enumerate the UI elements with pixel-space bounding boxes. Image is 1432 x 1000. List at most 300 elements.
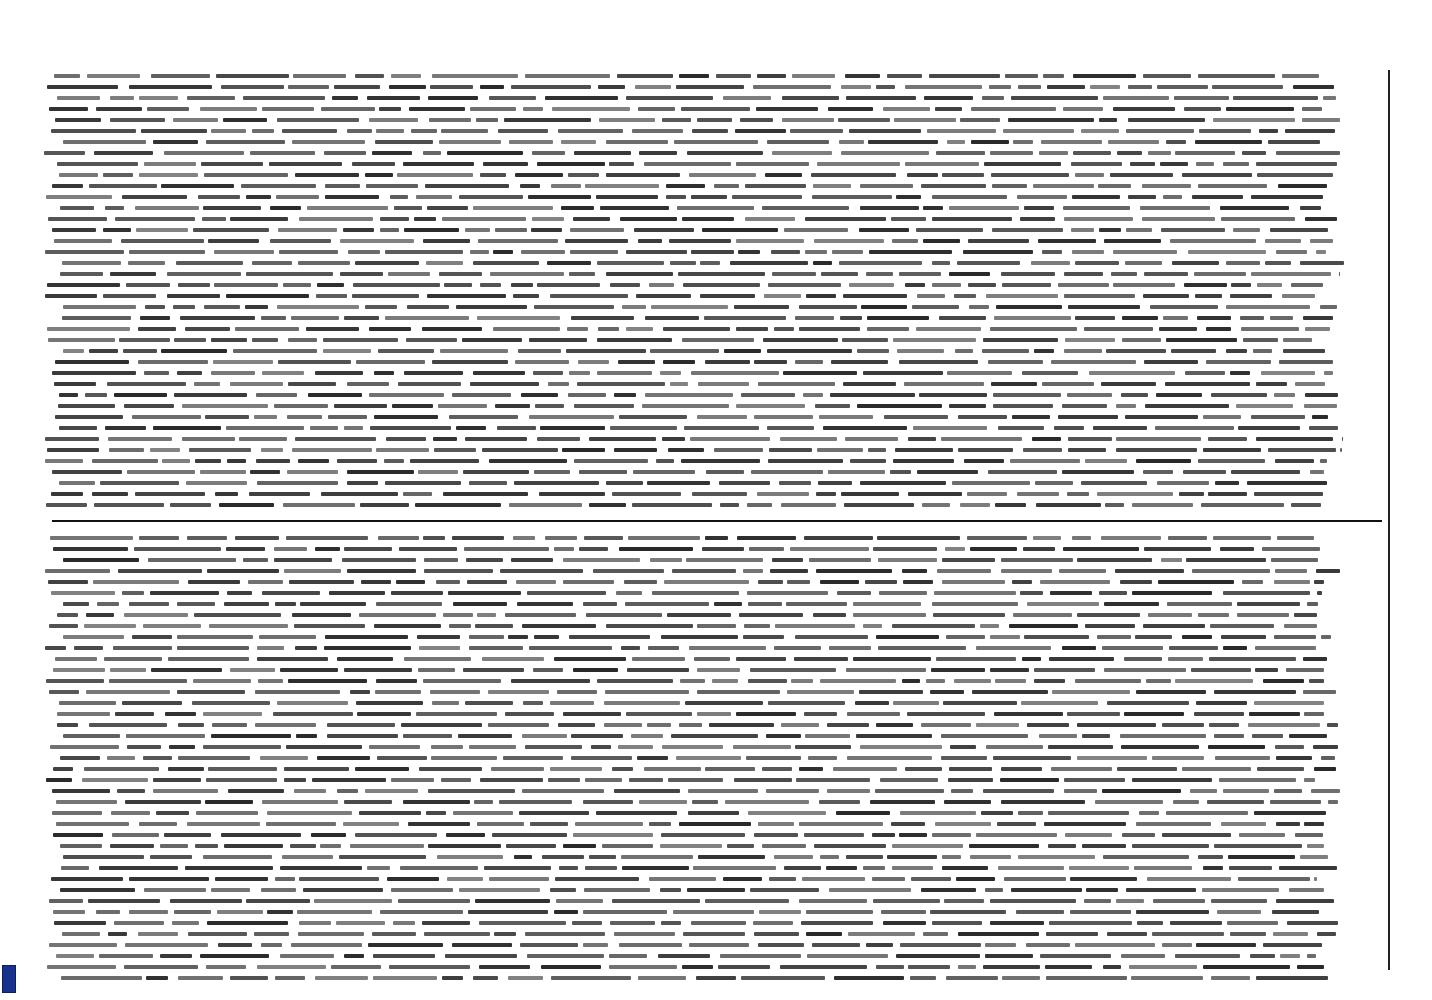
text-line-fragment [453, 811, 513, 815]
text-line-fragment [256, 459, 290, 463]
text-line-fragment [660, 888, 681, 892]
text-line-fragment [444, 283, 473, 287]
text-line-fragment [534, 635, 559, 639]
text-line-fragment [758, 382, 835, 386]
text-line-fragment [1279, 360, 1333, 364]
text-line-fragment [571, 316, 635, 320]
text-line-fragment [1184, 283, 1226, 287]
text-line-fragment [170, 503, 211, 507]
text-line-fragment [834, 976, 904, 980]
text-line-fragment [283, 503, 355, 507]
text-line-fragment [1168, 657, 1203, 661]
text-line-fragment [504, 118, 590, 122]
text-line-fragment [1067, 712, 1120, 716]
text-line-fragment [660, 371, 681, 375]
text-line-fragment [921, 184, 986, 188]
text-line-fragment [733, 745, 791, 749]
text-line-fragment [1157, 481, 1209, 485]
text-line-fragment [1024, 635, 1089, 639]
text-line-fragment [687, 888, 746, 892]
text-line-fragment [1293, 85, 1335, 89]
text-line-fragment [298, 261, 350, 265]
text-line-fragment [209, 624, 288, 628]
text-line-fragment [832, 250, 862, 254]
text-line-fragment [294, 789, 326, 793]
text-line-fragment [782, 118, 834, 122]
text-line-fragment [204, 173, 288, 177]
text-line-fragment [280, 668, 338, 672]
text-line-fragment [565, 239, 628, 243]
text-line-fragment [530, 822, 569, 826]
text-line-fragment [441, 129, 488, 133]
text-line-fragment [604, 701, 680, 705]
text-line-fragment [1016, 910, 1064, 914]
text-line-fragment [942, 866, 987, 870]
text-line-fragment [1160, 162, 1187, 166]
text-line-fragment [1104, 239, 1161, 243]
text-line-fragment [403, 162, 474, 166]
text-line-fragment [1274, 393, 1295, 397]
text-line-fragment [1075, 679, 1141, 683]
text-line-fragment [53, 833, 103, 837]
text-line-fragment [1085, 624, 1135, 628]
text-line-fragment [1229, 866, 1272, 870]
text-line-fragment [172, 921, 199, 925]
text-line-fragment [839, 140, 864, 144]
text-line-fragment [503, 756, 563, 760]
text-line-fragment [85, 393, 107, 397]
text-line-fragment [949, 272, 990, 276]
text-line-fragment [1226, 305, 1310, 309]
text-line-fragment [872, 877, 906, 881]
text-line-fragment [1136, 690, 1206, 694]
text-line-fragment [428, 789, 515, 793]
text-line-fragment [1220, 547, 1253, 551]
text-line-fragment [899, 833, 928, 837]
text-line-fragment [1115, 569, 1184, 573]
text-line-fragment [1048, 844, 1076, 848]
text-line-fragment [288, 338, 317, 342]
text-line-fragment [774, 646, 822, 650]
text-line-fragment [1146, 679, 1171, 683]
text-line-fragment [684, 426, 759, 430]
text-line-fragment [505, 712, 554, 716]
text-line-fragment [262, 107, 314, 111]
text-line-fragment [775, 624, 855, 628]
text-line-fragment [203, 206, 261, 210]
text-line-fragment [860, 206, 919, 210]
text-line-fragment [375, 690, 421, 694]
text-line-fragment [954, 294, 975, 298]
text-line-fragment [1072, 536, 1091, 540]
text-line-fragment [917, 470, 978, 474]
text-line-fragment [254, 932, 289, 936]
text-line-fragment [1084, 899, 1111, 903]
text-line-fragment [463, 470, 529, 474]
text-line-fragment [267, 811, 352, 815]
text-line-fragment [621, 855, 693, 859]
text-line-fragment [626, 327, 653, 331]
text-line-fragment [1104, 668, 1186, 672]
text-line-fragment [718, 965, 770, 969]
text-line-fragment [1305, 327, 1330, 331]
text-line-fragment [121, 239, 204, 243]
text-line-fragment [639, 800, 687, 804]
text-line-fragment [1233, 96, 1318, 100]
text-line-fragment [1116, 448, 1197, 452]
text-line-fragment [618, 745, 653, 749]
text-line-fragment [292, 613, 351, 617]
text-line-fragment [570, 250, 617, 254]
text-line-fragment [480, 778, 543, 782]
text-line-fragment [1095, 800, 1163, 804]
text-line-fragment [53, 668, 105, 672]
text-line-fragment [200, 470, 245, 474]
text-line-fragment [700, 294, 755, 298]
text-line-fragment [215, 492, 237, 496]
text-line-fragment [693, 866, 775, 870]
text-line-fragment [1082, 844, 1126, 848]
text-line-fragment [875, 789, 945, 793]
text-line-fragment [422, 921, 470, 925]
text-line-fragment [1090, 85, 1120, 89]
text-line-fragment [49, 624, 78, 628]
text-line-fragment [255, 723, 317, 727]
text-line-fragment [1230, 932, 1267, 936]
text-line-fragment [841, 85, 871, 89]
text-line-fragment [758, 943, 803, 947]
text-line-fragment [497, 426, 536, 430]
text-line-fragment [686, 558, 763, 562]
text-line-fragment [529, 338, 587, 342]
text-line-fragment [792, 74, 835, 78]
text-line-fragment [539, 492, 605, 496]
text-line-fragment [1316, 250, 1326, 254]
text-line-fragment [904, 382, 984, 386]
text-line-fragment [614, 932, 675, 936]
text-line-fragment [1082, 734, 1110, 738]
text-line-fragment [262, 800, 337, 804]
text-line-fragment [1041, 140, 1102, 144]
text-line-fragment [990, 151, 1033, 155]
text-line-fragment [170, 899, 242, 903]
text-line-fragment [60, 844, 103, 848]
text-line-fragment [610, 921, 654, 925]
text-line-fragment [896, 954, 980, 958]
text-line-fragment [535, 404, 564, 408]
text-line-fragment [1230, 371, 1250, 375]
text-line-fragment [840, 316, 862, 320]
text-line-fragment [243, 558, 268, 562]
text-line-fragment [208, 767, 277, 771]
text-line-fragment [533, 371, 563, 375]
text-line-fragment [1033, 184, 1094, 188]
text-line-fragment [182, 404, 268, 408]
text-line-fragment [1105, 503, 1124, 507]
text-line-fragment [1136, 459, 1191, 463]
text-line-fragment [861, 305, 907, 309]
text-line-fragment [403, 492, 432, 496]
text-line-fragment [664, 580, 748, 584]
text-line-fragment [1031, 261, 1071, 265]
text-line-fragment [147, 107, 189, 111]
text-line-fragment [1307, 844, 1324, 848]
text-line-fragment [173, 305, 195, 309]
text-line-fragment [291, 316, 339, 320]
text-line-fragment [129, 85, 212, 89]
text-line-fragment [87, 74, 140, 78]
text-line-fragment [916, 327, 981, 331]
text-line-fragment [60, 206, 94, 210]
text-line-fragment [619, 547, 693, 551]
text-line-fragment [490, 272, 564, 276]
text-line-fragment [527, 954, 604, 958]
text-line-fragment [765, 173, 802, 177]
text-line-fragment [344, 800, 393, 804]
text-line-fragment [845, 74, 880, 78]
text-line-fragment [380, 228, 399, 232]
text-line-fragment [477, 316, 560, 320]
text-line-fragment [583, 602, 616, 606]
text-line-fragment [387, 877, 439, 881]
text-line-fragment [936, 657, 1016, 661]
text-line-fragment [63, 635, 123, 639]
text-line-fragment [799, 822, 883, 826]
text-line-fragment [1254, 492, 1323, 496]
text-line-fragment [118, 569, 202, 573]
text-line-fragment [493, 250, 513, 254]
text-line-fragment [662, 437, 685, 441]
text-line-fragment [1213, 118, 1295, 122]
text-line-fragment [649, 877, 716, 881]
text-line-fragment [988, 470, 1057, 474]
text-line-fragment [670, 261, 696, 265]
text-line-fragment [534, 470, 570, 474]
text-line-fragment [586, 613, 662, 617]
text-line-fragment [1116, 404, 1136, 408]
text-line-fragment [1002, 283, 1051, 287]
text-line-fragment [509, 503, 582, 507]
text-line-fragment [1198, 459, 1265, 463]
text-line-fragment [500, 569, 583, 573]
text-line-fragment [398, 899, 470, 903]
text-line-fragment [1215, 481, 1239, 485]
text-line-fragment [1022, 371, 1079, 375]
text-line-fragment [860, 184, 913, 188]
text-line-fragment [702, 547, 745, 551]
text-line-fragment [784, 228, 847, 232]
text-line-fragment [574, 404, 634, 408]
text-line-fragment [411, 129, 437, 133]
text-line-fragment [833, 767, 897, 771]
text-line-fragment [856, 734, 932, 738]
text-line-fragment [129, 877, 209, 881]
text-line-fragment [347, 481, 377, 485]
text-line-fragment [1210, 624, 1274, 628]
text-line-fragment [107, 382, 186, 386]
text-line-fragment [473, 261, 539, 265]
text-line-fragment [449, 624, 471, 628]
text-line-fragment [300, 602, 365, 606]
text-line-fragment [644, 162, 731, 166]
text-line-fragment [1068, 305, 1140, 309]
text-line-fragment [177, 690, 246, 694]
text-line-fragment [1120, 580, 1153, 584]
text-line-fragment [1070, 910, 1130, 914]
text-line-fragment [479, 921, 567, 925]
text-line-fragment [846, 668, 926, 672]
text-line-fragment [571, 756, 633, 760]
text-line-fragment [910, 976, 936, 980]
text-line-fragment [1272, 910, 1319, 914]
text-line-fragment [848, 932, 915, 936]
text-line-fragment [993, 756, 1070, 760]
text-line-fragment [113, 646, 172, 650]
text-line-fragment [663, 360, 695, 364]
text-line-fragment [883, 921, 926, 925]
text-line-fragment [367, 96, 420, 100]
text-line-fragment [805, 217, 887, 221]
text-line-fragment [704, 316, 786, 320]
text-line-fragment [865, 580, 897, 584]
text-line-fragment [1309, 426, 1339, 430]
text-line-fragment [720, 503, 740, 507]
text-line-fragment [1305, 393, 1338, 397]
text-line-fragment [284, 569, 341, 573]
text-line-fragment [1316, 569, 1340, 573]
text-line-fragment [534, 305, 613, 309]
text-line-fragment [45, 646, 66, 650]
text-line-fragment [783, 371, 857, 375]
text-line-fragment [845, 437, 898, 441]
text-line-fragment [129, 910, 168, 914]
text-line-fragment [373, 954, 435, 958]
text-line-fragment [283, 283, 311, 287]
text-line-fragment [944, 899, 984, 903]
text-line-fragment [1034, 349, 1054, 353]
text-line-fragment [1042, 250, 1062, 254]
text-line-fragment [923, 239, 960, 243]
text-line-fragment [214, 250, 274, 254]
text-line-fragment [598, 327, 619, 331]
text-line-fragment [1262, 547, 1319, 551]
text-line-fragment [207, 569, 278, 573]
text-line-fragment [252, 129, 274, 133]
text-line-fragment [355, 261, 420, 265]
text-line-fragment [859, 690, 923, 694]
text-line-fragment [230, 976, 268, 980]
text-line-fragment [846, 96, 917, 100]
text-line-fragment [680, 679, 705, 683]
text-line-fragment [609, 162, 634, 166]
text-line-fragment [150, 591, 219, 595]
text-line-fragment [59, 701, 116, 705]
text-line-fragment [970, 547, 1017, 551]
text-line-fragment [749, 547, 784, 551]
text-line-fragment [577, 382, 665, 386]
text-line-fragment [1170, 239, 1256, 243]
text-line-fragment [308, 393, 363, 397]
text-line-fragment [55, 415, 123, 419]
text-line-fragment [235, 327, 299, 331]
text-line-fragment [737, 536, 796, 540]
text-line-fragment [1049, 921, 1132, 925]
text-line-fragment [1239, 833, 1285, 837]
text-line-fragment [1107, 932, 1147, 936]
text-line-fragment [60, 272, 103, 276]
text-line-fragment [933, 613, 1005, 617]
text-line-fragment [1169, 646, 1218, 650]
text-line-fragment [45, 250, 124, 254]
text-line-fragment [705, 536, 728, 540]
text-line-fragment [670, 382, 688, 386]
text-line-fragment [1310, 239, 1333, 243]
text-line-fragment [986, 294, 1058, 298]
text-line-fragment [51, 129, 135, 133]
text-line-fragment [638, 239, 662, 243]
text-line-fragment [1017, 492, 1059, 496]
text-line-fragment [1182, 173, 1252, 177]
text-line-fragment [621, 646, 640, 650]
text-line-fragment [932, 261, 950, 265]
text-line-fragment [442, 217, 526, 221]
text-line-fragment [48, 338, 115, 342]
text-line-fragment [57, 162, 139, 166]
text-line-fragment [1203, 965, 1290, 969]
text-line-fragment [796, 778, 869, 782]
text-line-fragment [356, 701, 423, 705]
text-line-fragment [123, 349, 157, 353]
text-line-fragment [787, 580, 810, 584]
text-line-fragment [92, 459, 157, 463]
text-line-fragment [89, 349, 118, 353]
text-line-fragment [606, 140, 668, 144]
text-line-fragment [427, 206, 469, 210]
text-line-fragment [315, 976, 368, 980]
text-line-fragment [916, 228, 983, 232]
text-line-fragment [1085, 459, 1127, 463]
text-line-fragment [963, 250, 1033, 254]
text-line-fragment [117, 789, 145, 793]
text-line-fragment [757, 74, 786, 78]
text-line-fragment [51, 492, 83, 496]
text-line-fragment [165, 712, 197, 716]
text-line-fragment [663, 327, 731, 331]
text-line-fragment [226, 547, 265, 551]
text-line-fragment [337, 459, 377, 463]
text-line-fragment [540, 426, 605, 430]
text-line-fragment [276, 195, 319, 199]
text-line-fragment [955, 349, 974, 353]
text-line-fragment [723, 96, 772, 100]
text-line-fragment [887, 855, 937, 859]
text-line-fragment [991, 173, 1069, 177]
text-line-fragment [286, 745, 362, 749]
text-line-fragment [772, 151, 832, 155]
text-line-fragment [54, 239, 112, 243]
text-line-fragment [751, 470, 824, 474]
text-line-fragment [62, 316, 131, 320]
text-line-fragment [164, 833, 211, 837]
text-line-fragment [1252, 734, 1283, 738]
text-line-fragment [522, 624, 595, 628]
text-line-fragment [668, 448, 703, 452]
text-line-fragment [269, 162, 342, 166]
text-line-fragment [132, 415, 201, 419]
text-line-fragment [812, 943, 860, 947]
text-line-fragment [820, 679, 896, 683]
text-line-fragment [958, 448, 1014, 452]
